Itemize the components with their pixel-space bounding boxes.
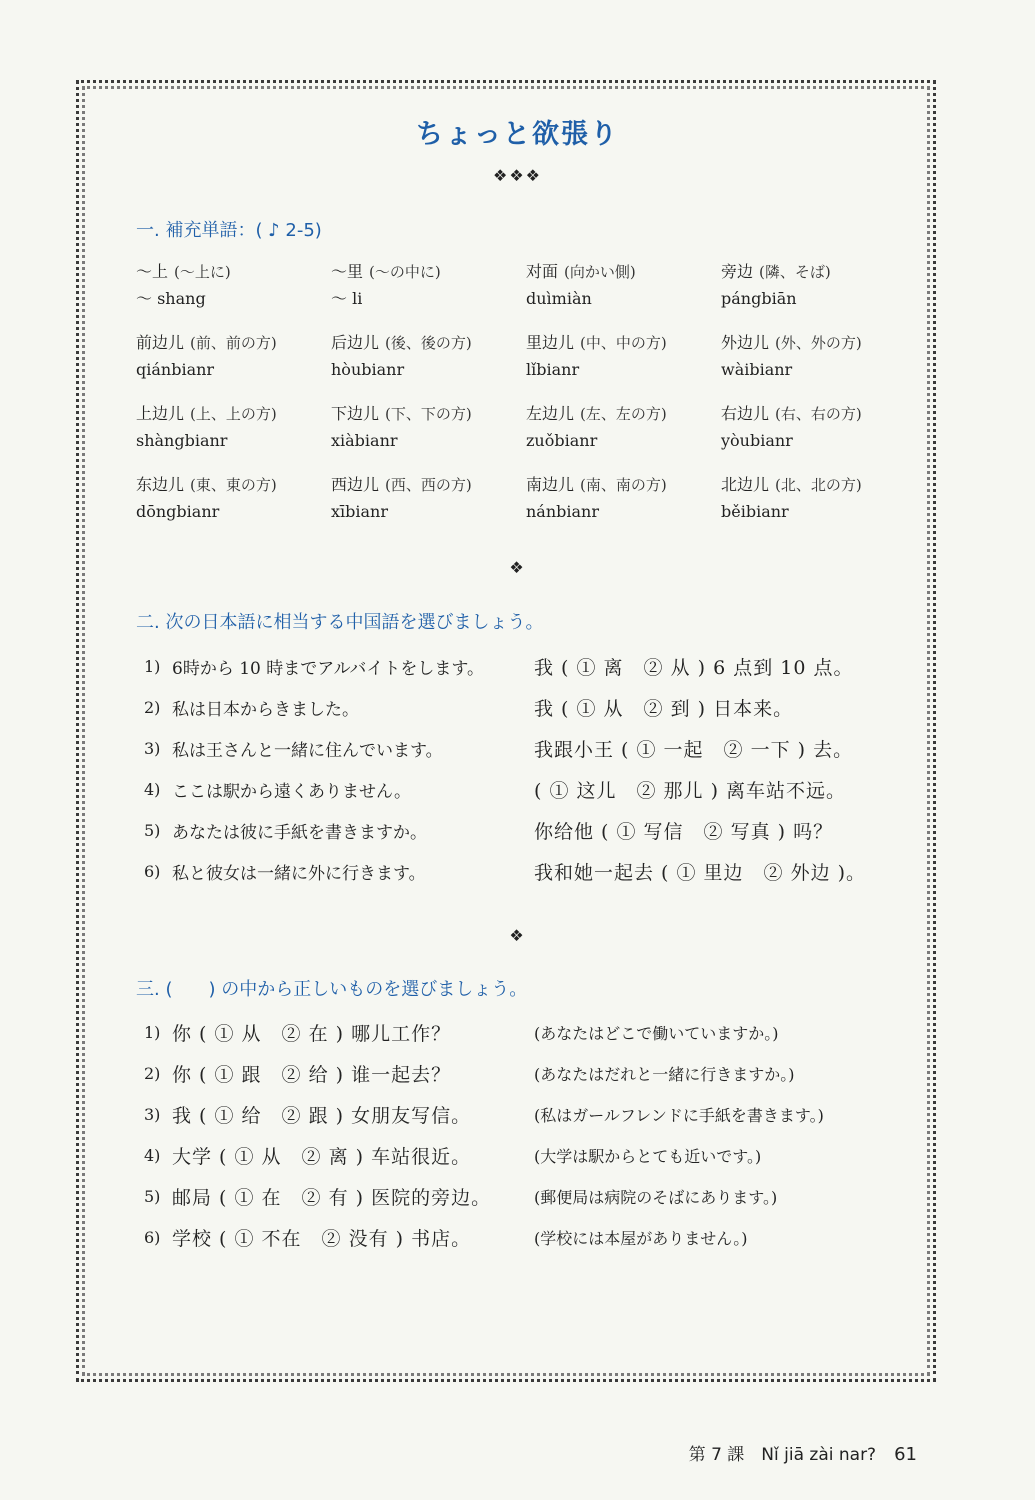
vocab-word — [331, 400, 526, 428]
chinese-choice: 我跟小王 ( ① 一起 ② 一下 ) 去。 — [534, 739, 854, 761]
vocab-gloss: (左、左の方) — [580, 405, 667, 423]
japanese-translation: (私はガールフレンドに手紙を書きます。) — [534, 1106, 824, 1125]
chinese-choice: 邮局 ( ① 在 ② 有 ) 医院的旁边。 — [172, 1187, 492, 1209]
page-title: ちょっと欲張り — [416, 119, 619, 150]
chinese-choice: 我 ( ① 从 ② 到 ) 日本来。 — [534, 698, 794, 720]
vocab-pinyin: ～ li — [331, 289, 363, 308]
vocab-hanzi: 对面 — [526, 262, 559, 281]
item-number: 6) — [144, 862, 161, 881]
item-number: 4) — [144, 1146, 161, 1165]
exercise-3-item — [144, 1094, 904, 1135]
vocab-gloss: (下、下の方) — [385, 405, 472, 423]
japanese-sentence: あなたは彼に手紙を書きますか。 — [172, 823, 427, 843]
vocab-hanzi: 北边儿 — [721, 475, 770, 494]
page-number: 61 — [894, 1444, 917, 1465]
vocab-pinyin: yòubianr — [721, 431, 793, 450]
item-number: 2) — [144, 698, 161, 717]
vocab-item — [136, 329, 331, 400]
exercise-2-item — [144, 810, 904, 851]
exercise-3-list — [144, 1012, 904, 1258]
vocab-word — [721, 400, 916, 428]
chinese-choice: 学校 ( ① 不在 ② 没有 ) 书店。 — [172, 1228, 472, 1250]
vocab-word — [526, 329, 721, 357]
vocab-pinyin: dōngbianr — [136, 502, 220, 521]
item-number: 1) — [144, 1023, 161, 1042]
vocab-pinyin: pángbiān — [721, 289, 797, 308]
vocab-gloss: (東、東の方) — [190, 476, 277, 494]
chinese-choice: 大学 ( ① 从 ② 离 ) 车站很近。 — [172, 1146, 472, 1168]
vocab-item — [526, 258, 721, 329]
vocab-word — [331, 329, 526, 357]
exercise-2-item — [144, 687, 904, 728]
item-number: 5) — [144, 1187, 161, 1206]
vocab-word — [331, 471, 526, 499]
vocab-pinyin: shàngbianr — [136, 431, 228, 450]
section-3-heading: 三. ( ) の中から正しいものを選びましょう。 — [136, 979, 528, 1000]
vocab-gloss: (隣、そば) — [759, 263, 831, 281]
vocab-pinyin: lǐbianr — [526, 360, 580, 379]
vocab-hanzi: ～上 — [136, 262, 169, 281]
vocab-word — [721, 471, 916, 499]
item-number: 3) — [144, 739, 161, 758]
vocab-word — [136, 471, 331, 499]
ornament-triple: ❖❖❖ — [492, 166, 543, 185]
japanese-translation: (郵便局は病院のそばにあります。) — [534, 1188, 778, 1207]
vocab-word — [136, 400, 331, 428]
exercise-3-item — [144, 1053, 904, 1094]
vocab-item — [331, 400, 526, 471]
vocab-item — [136, 258, 331, 329]
japanese-sentence: 6時から 10 時までアルバイトをします。 — [172, 659, 485, 679]
lesson-label: 第 7 課 Nǐ jiā zài nar? — [688, 1445, 877, 1465]
item-number: 6) — [144, 1228, 161, 1247]
vocab-gloss: (外、外の方) — [775, 334, 862, 352]
vocab-gloss: (中、中の方) — [580, 334, 667, 352]
vocab-row — [136, 400, 916, 471]
vocab-word — [721, 258, 916, 286]
japanese-translation: (あなたはどこで働いていますか。) — [534, 1024, 779, 1043]
vocab-gloss: (南、南の方) — [580, 476, 667, 494]
vocab-hanzi: 东边儿 — [136, 475, 185, 494]
vocab-word — [136, 258, 331, 286]
vocab-item — [331, 329, 526, 400]
vocab-pinyin: běibianr — [721, 502, 789, 521]
vocab-pinyin: xībianr — [331, 502, 388, 521]
exercise-2-item — [144, 851, 904, 892]
vocab-item — [721, 471, 916, 542]
vocab-hanzi: 左边儿 — [526, 404, 575, 423]
vocab-item — [526, 329, 721, 400]
vocab-pinyin: xiàbianr — [331, 431, 398, 450]
chinese-choice: ( ① 这儿 ② 那儿 ) 离车站不远。 — [534, 780, 847, 802]
exercise-2-item — [144, 728, 904, 769]
vocab-gloss: (～の中に) — [369, 263, 441, 281]
japanese-sentence: 私は日本からきました。 — [172, 700, 359, 720]
vocab-item — [721, 329, 916, 400]
vocab-pinyin: hòubianr — [331, 360, 405, 379]
japanese-translation: (大学は駅からとても近いです。) — [534, 1147, 762, 1166]
vocab-item — [526, 400, 721, 471]
vocab-gloss: (右、右の方) — [775, 405, 862, 423]
item-number: 5) — [144, 821, 161, 840]
vocab-word — [331, 258, 526, 286]
section-1-heading: 一. 補充単語：( ♪ 2-5) — [136, 220, 322, 241]
item-number: 1) — [144, 657, 161, 676]
vocab-hanzi: 上边儿 — [136, 404, 185, 423]
vocab-hanzi: 南边儿 — [526, 475, 575, 494]
vocab-row — [136, 471, 916, 542]
exercise-2-item — [144, 769, 904, 810]
item-number: 2) — [144, 1064, 161, 1083]
vocab-hanzi: 右边儿 — [721, 404, 770, 423]
vocab-gloss: (北、北の方) — [775, 476, 862, 494]
vocabulary-grid — [136, 258, 916, 542]
vocab-item — [721, 258, 916, 329]
chinese-choice: 你给他 ( ① 写信 ② 写真 ) 吗？ — [534, 821, 834, 843]
exercise-2-item — [144, 646, 904, 687]
japanese-sentence: 私は王さんと一緒に住んでいます。 — [172, 741, 443, 761]
exercise-3-item — [144, 1135, 904, 1176]
vocab-item — [331, 258, 526, 329]
vocab-pinyin: qiánbianr — [136, 360, 215, 379]
vocab-item — [136, 471, 331, 542]
vocab-row — [136, 258, 916, 329]
vocab-gloss: (前、前の方) — [190, 334, 277, 352]
chinese-choice: 我 ( ① 离 ② 从 ) 6 点到 10 点。 — [534, 657, 854, 679]
vocab-hanzi: 里边儿 — [526, 333, 575, 352]
exercise-3-item — [144, 1012, 904, 1053]
vocab-pinyin: nánbianr — [526, 502, 599, 521]
vocab-item — [526, 471, 721, 542]
vocab-pinyin: ～ shang — [136, 289, 206, 308]
section-2-heading: 二. 次の日本語に相当する中国語を選びましょう。 — [136, 612, 544, 633]
vocab-pinyin: wàibianr — [721, 360, 793, 379]
vocab-item — [136, 400, 331, 471]
page-footer — [689, 1440, 917, 1465]
vocab-word — [526, 400, 721, 428]
vocab-hanzi: 后边儿 — [331, 333, 380, 352]
chinese-choice: 我 ( ① 给 ② 跟 ) 女朋友写信。 — [172, 1105, 472, 1127]
item-number: 4) — [144, 780, 161, 799]
vocab-row — [136, 329, 916, 400]
vocab-hanzi: 旁边 — [721, 262, 754, 281]
vocab-hanzi: 西边儿 — [331, 475, 380, 494]
vocab-hanzi: 前边儿 — [136, 333, 185, 352]
vocab-word — [526, 471, 721, 499]
japanese-sentence: ここは駅から遠くありません。 — [172, 782, 412, 802]
exercise-3-item — [144, 1217, 904, 1258]
vocab-item — [721, 400, 916, 471]
vocab-pinyin: zuǒbianr — [526, 431, 598, 450]
item-number: 3) — [144, 1105, 161, 1124]
chinese-choice: 你 ( ① 跟 ② 给 ) 谁一起去？ — [172, 1064, 452, 1086]
japanese-sentence: 私と彼女は一緒に外に行きます。 — [172, 864, 426, 884]
vocab-item — [331, 471, 526, 542]
vocab-gloss: (向かい側) — [564, 263, 636, 281]
exercise-2-list — [144, 646, 904, 892]
exercise-3-item — [144, 1176, 904, 1217]
chinese-choice: 我和她一起去 ( ① 里边 ② 外边 )。 — [534, 862, 867, 884]
vocab-gloss: (～上に) — [174, 263, 231, 281]
ornament-single-2: ❖ — [509, 926, 526, 945]
vocab-gloss: (西、西の方) — [385, 476, 472, 494]
vocab-pinyin: duìmiàn — [526, 289, 592, 308]
vocab-hanzi: 外边儿 — [721, 333, 770, 352]
vocab-word — [136, 329, 331, 357]
vocab-word — [721, 329, 916, 357]
japanese-translation: (あなたはだれと一緒に行きますか。) — [534, 1065, 795, 1084]
japanese-translation: (学校には本屋がありません。) — [534, 1229, 748, 1248]
ornament-single-1: ❖ — [509, 558, 526, 577]
vocab-gloss: (上、上の方) — [190, 405, 277, 423]
vocab-hanzi: 下边儿 — [331, 404, 380, 423]
vocab-word — [526, 258, 721, 286]
vocab-hanzi: ～里 — [331, 262, 364, 281]
vocab-gloss: (後、後の方) — [385, 334, 472, 352]
chinese-choice: 你 ( ① 从 ② 在 ) 哪儿工作？ — [172, 1023, 452, 1045]
